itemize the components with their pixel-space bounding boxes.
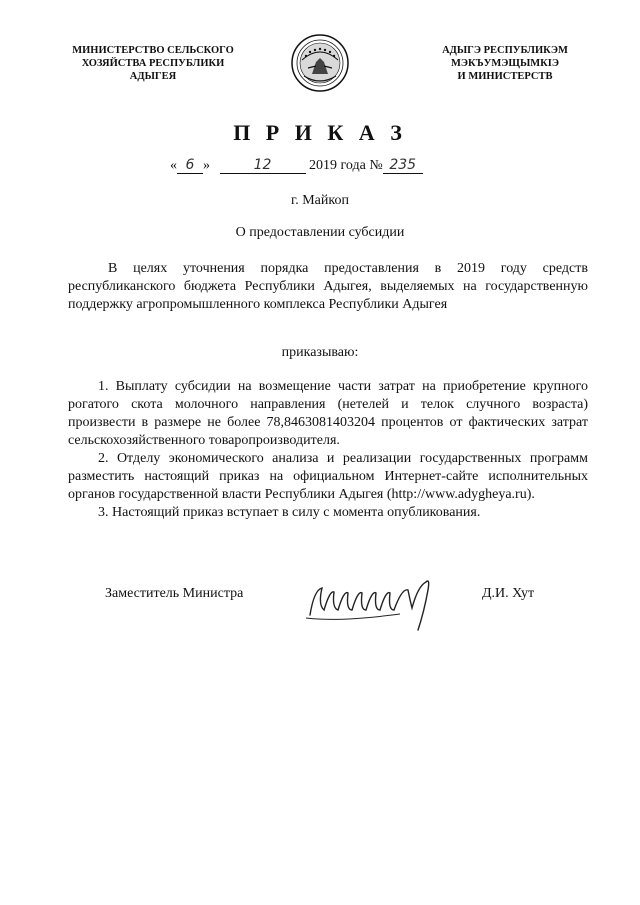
header-right-line: АДЫГЭ РЕСПУБЛИКЭМ [442,45,568,56]
header-right [410,44,600,83]
header-right-line: МЭКЪУМЭЩЫМКIЭ [451,58,559,69]
date-day-underline [177,158,203,174]
subject: О предоставлении субсидии [235,225,405,240]
date-month: 12 [253,157,272,173]
date-month-underline [220,158,306,174]
order-items [68,378,588,522]
header-left [58,44,248,83]
order-word: приказываю: [281,345,359,360]
order-item: 1. Выплату субсидии на возмещение части затрат на приобретение крупного рогатого скота молочного направления (нетелей и телок случного возраста) произвести в размере не более 78,8463081403204 процентов от фактических затрат сельскохозяйственного товаропроизводителя. [68,379,588,448]
date-year-text: 2019 года № [309,158,383,173]
header-left-line: МИНИСТЕРСТВО СЕЛЬСКОГО [72,45,234,56]
date-line [170,158,490,178]
signer-name: Д.И. Хут [482,586,535,601]
signer-role: Заместитель Министра [105,586,244,601]
coat-of-arms-icon [290,32,350,94]
order-number: 235 [389,157,417,173]
date-number-underline [383,158,423,174]
date-day: 6 [185,157,195,173]
header-left-line: АДЫГЕЯ [129,71,177,82]
handwritten-signature [300,560,460,640]
document-title: П Р И К А З [233,120,407,145]
order-item: 3. Настоящий приказ вступает в силу с момента опубликования. [98,505,481,520]
header-left-line: ХОЗЯЙСТВА РЕСПУБЛИКИ [81,58,225,69]
city: г. Майкоп [291,193,349,208]
date-close-quote: » [203,158,210,173]
order-item: 2. Отделу экономического анализа и реализации государственных программ разместить настоящий приказ на официальном Интернет-сайте исполнительных органов государственной власти Республики Адыгея (http://www.adygheya.ru). [68,451,588,502]
date-open-quote: « [170,158,177,173]
intro-paragraph: В целях уточнения порядка предоставления в 2019 году средств республиканского бюджета Республики Адыгея, выделяемых на государственную поддержку агропромышленного комплекса Республики Адыгея [68,261,588,312]
header-right-line: И МИНИСТЕРСТВ [457,71,553,82]
